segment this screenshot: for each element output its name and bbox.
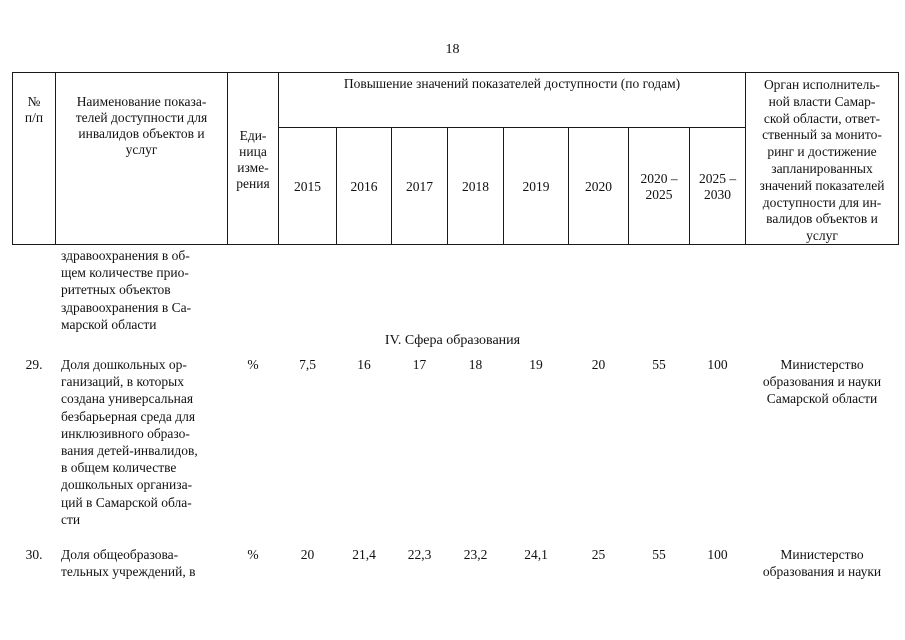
row-indicator-name: Доля дошкольных ор- ганизаций, в которых создана универсальная безбарьерная среда для инклюзивного образо- вания детей-инвалидов, в общем количестве дошкольных организа- ций в Самарской обла- сти <box>61 357 198 527</box>
header-organ-column: Орган исполнитель- ной власти Самар- ской области, ответ- ственный за монито- ринг и достижение запланированных значений показателей доступности для ин- валидов объектов и услуг <box>759 77 885 244</box>
header-year-2017: 2017 <box>406 179 433 194</box>
row-number: 30. <box>25 547 43 562</box>
header-divider-unit <box>278 72 279 245</box>
row-value-2025-2030: 100 <box>707 357 728 372</box>
header-right-border <box>898 72 899 245</box>
row-value-2015: 7,5 <box>299 357 316 372</box>
row-value-2015: 20 <box>300 547 315 562</box>
header-year-2016: 2016 <box>350 179 378 194</box>
row-number: 29. <box>25 357 43 372</box>
header-subrow-border <box>278 127 745 128</box>
row-value-2018: 23,2 <box>463 547 488 562</box>
page-number: 18 <box>445 42 460 57</box>
section-title: IV. Сфера образования <box>384 333 521 348</box>
header-year-2015: 2015 <box>294 179 321 194</box>
row-value-2025-2030: 100 <box>707 547 728 562</box>
header-year-group: Повышение значений показателей доступности (по годам) <box>343 76 681 91</box>
row-value-2016: 21,4 <box>352 547 376 562</box>
row-value-2019: 24,1 <box>524 547 548 562</box>
row-value-2020: 25 <box>591 547 606 562</box>
header-number-column: № п/п <box>24 94 44 125</box>
header-top-border <box>12 72 898 73</box>
row-value-2020: 20 <box>591 357 606 372</box>
row-unit: % <box>247 547 259 562</box>
row-value-2017: 22,3 <box>407 547 432 562</box>
row-responsible-organ: Министерство образования и науки <box>762 547 882 579</box>
header-year-2018: 2018 <box>462 179 489 194</box>
row-indicator-name: Доля общеобразова- тельных учреждений, в <box>61 547 196 580</box>
row-value-2020-2025: 55 <box>652 357 666 372</box>
row-value-2017: 17 <box>412 357 427 372</box>
header-unit-column: Еди- ница изме- рения <box>236 128 270 191</box>
previous-row-continuation: здравоохранения в об- щем количестве прио- ритетных объектов здравоохранения в Са- марской области <box>61 248 192 332</box>
row-value-2018: 18 <box>468 357 483 372</box>
row-value-2019: 19 <box>529 357 543 372</box>
row-responsible-organ: Министерство образования и науки Самарской области <box>762 357 882 406</box>
header-year-2020: 2020 <box>585 179 612 194</box>
header-year-2025-2030: 2025 – 2030 <box>698 171 737 202</box>
header-year-2019: 2019 <box>522 179 550 194</box>
row-unit: % <box>247 357 259 372</box>
row-value-2016: 16 <box>357 357 371 372</box>
row-value-2020-2025: 55 <box>652 547 666 562</box>
header-name-column: Наименование показа- телей доступности для инвалидов объектов и услуг <box>75 94 208 157</box>
header-year-2020-2025: 2020 – 2025 <box>640 171 678 202</box>
